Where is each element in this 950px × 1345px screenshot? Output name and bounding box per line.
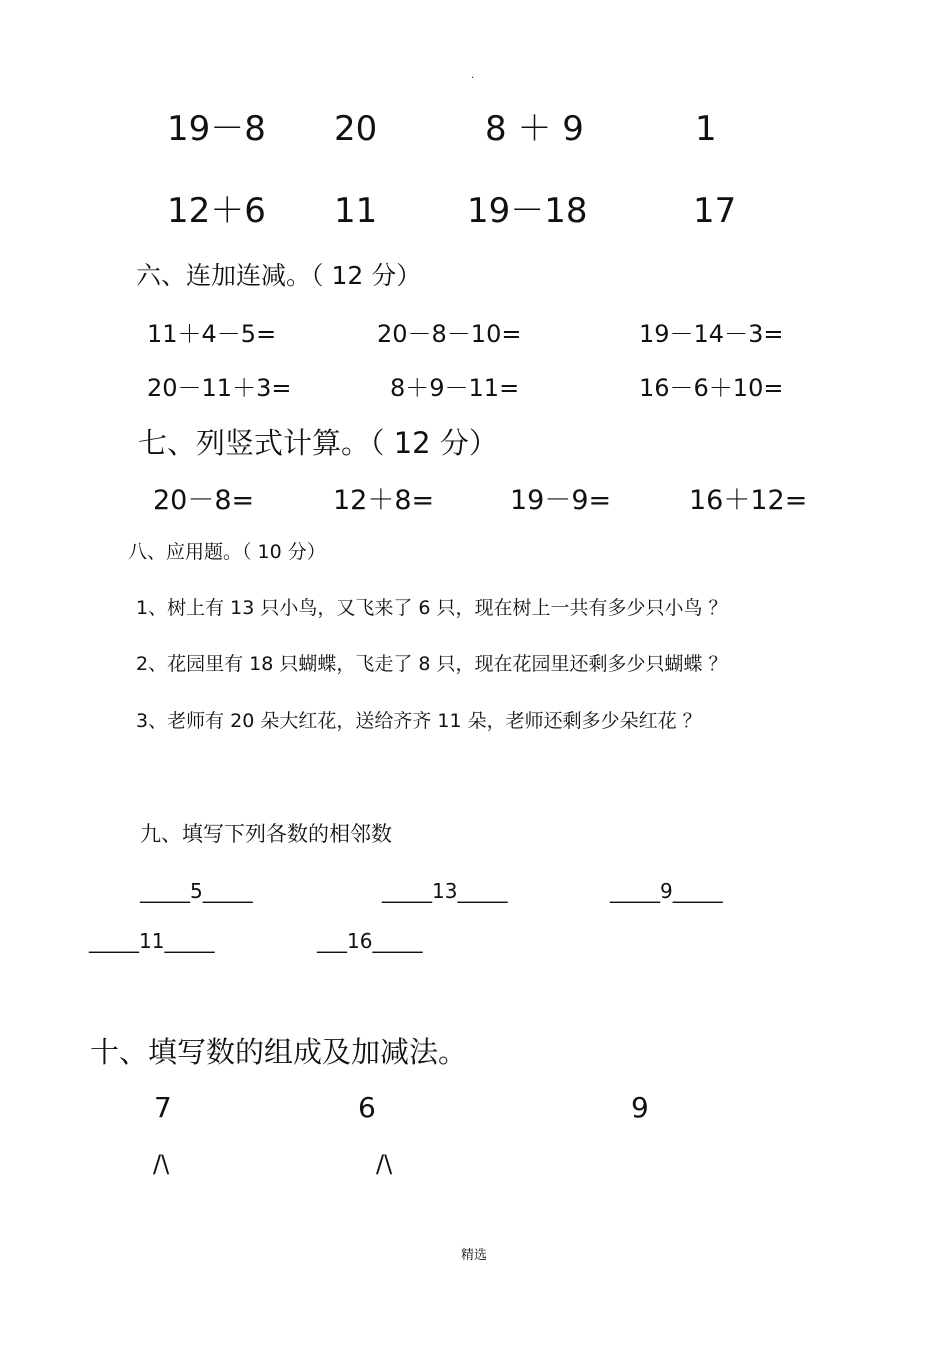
section-6-item: 11＋4－5= — [147, 320, 277, 348]
section-7-item: 16＋12= — [689, 485, 808, 516]
composition-number: 6 — [358, 1091, 376, 1124]
section-7-item: 12＋8= — [333, 485, 435, 516]
neighbor-blank: _____13_____ — [382, 879, 508, 903]
pair-expression: 8 ＋ 9 — [485, 109, 584, 149]
section-8-heading: 八、应用题。（ 10 分） — [128, 541, 326, 563]
pair-answer: 20 — [334, 109, 378, 149]
split-fork-icon: /\ — [376, 1150, 393, 1178]
pair-answer: 1 — [695, 109, 717, 149]
section-6-heading: 六、连加连减。（ 12 分） — [136, 261, 422, 290]
neighbor-blank: _____11_____ — [89, 929, 215, 953]
section-7-item: 20－8= — [153, 485, 255, 516]
neighbor-blank: _____5_____ — [140, 879, 253, 903]
section-6-item: 20－11＋3= — [147, 374, 292, 402]
section-6-item: 19－14－3= — [639, 320, 784, 348]
footer-label: 精选 — [461, 1248, 488, 1263]
neighbor-blank: ___16_____ — [317, 929, 423, 953]
word-problem: 2、花园里有 18 只蝴蝶，飞走了 8 只，现在花园里还剩多少只蝴蝶 ？ — [136, 653, 728, 675]
section-7-item: 19－9= — [510, 485, 612, 516]
composition-number: 7 — [154, 1091, 172, 1124]
top-mark: · — [471, 73, 475, 84]
section-10-heading: 十、填写数的组成及加减法。 — [90, 1035, 468, 1069]
pair-answer: 11 — [334, 191, 378, 231]
section-6-item: 20－8－10= — [377, 320, 522, 348]
pair-expression: 19－8 — [167, 109, 266, 149]
neighbor-blank: _____9_____ — [610, 879, 723, 903]
composition-number: 9 — [631, 1091, 649, 1124]
word-problem: 3、老师有 20 朵大红花，送给齐齐 11 朵，老师还剩多少朵红花 ？ — [136, 710, 702, 732]
section-9-heading: 九、填写下列各数的相邻数 — [140, 822, 392, 846]
section-6-item: 8＋9－11= — [390, 374, 520, 402]
pair-expression: 12＋6 — [167, 191, 266, 231]
pair-expression: 19－18 — [467, 191, 588, 231]
section-6-item: 16－6＋10= — [639, 374, 784, 402]
pair-answer: 17 — [693, 191, 737, 231]
section-7-heading: 七、列竖式计算。（ 12 分） — [138, 426, 498, 460]
word-problem: 1、树上有 13 只小鸟，又飞来了 6 只，现在树上一共有多少只小鸟 ？ — [136, 597, 728, 619]
split-fork-icon: /\ — [153, 1150, 170, 1178]
